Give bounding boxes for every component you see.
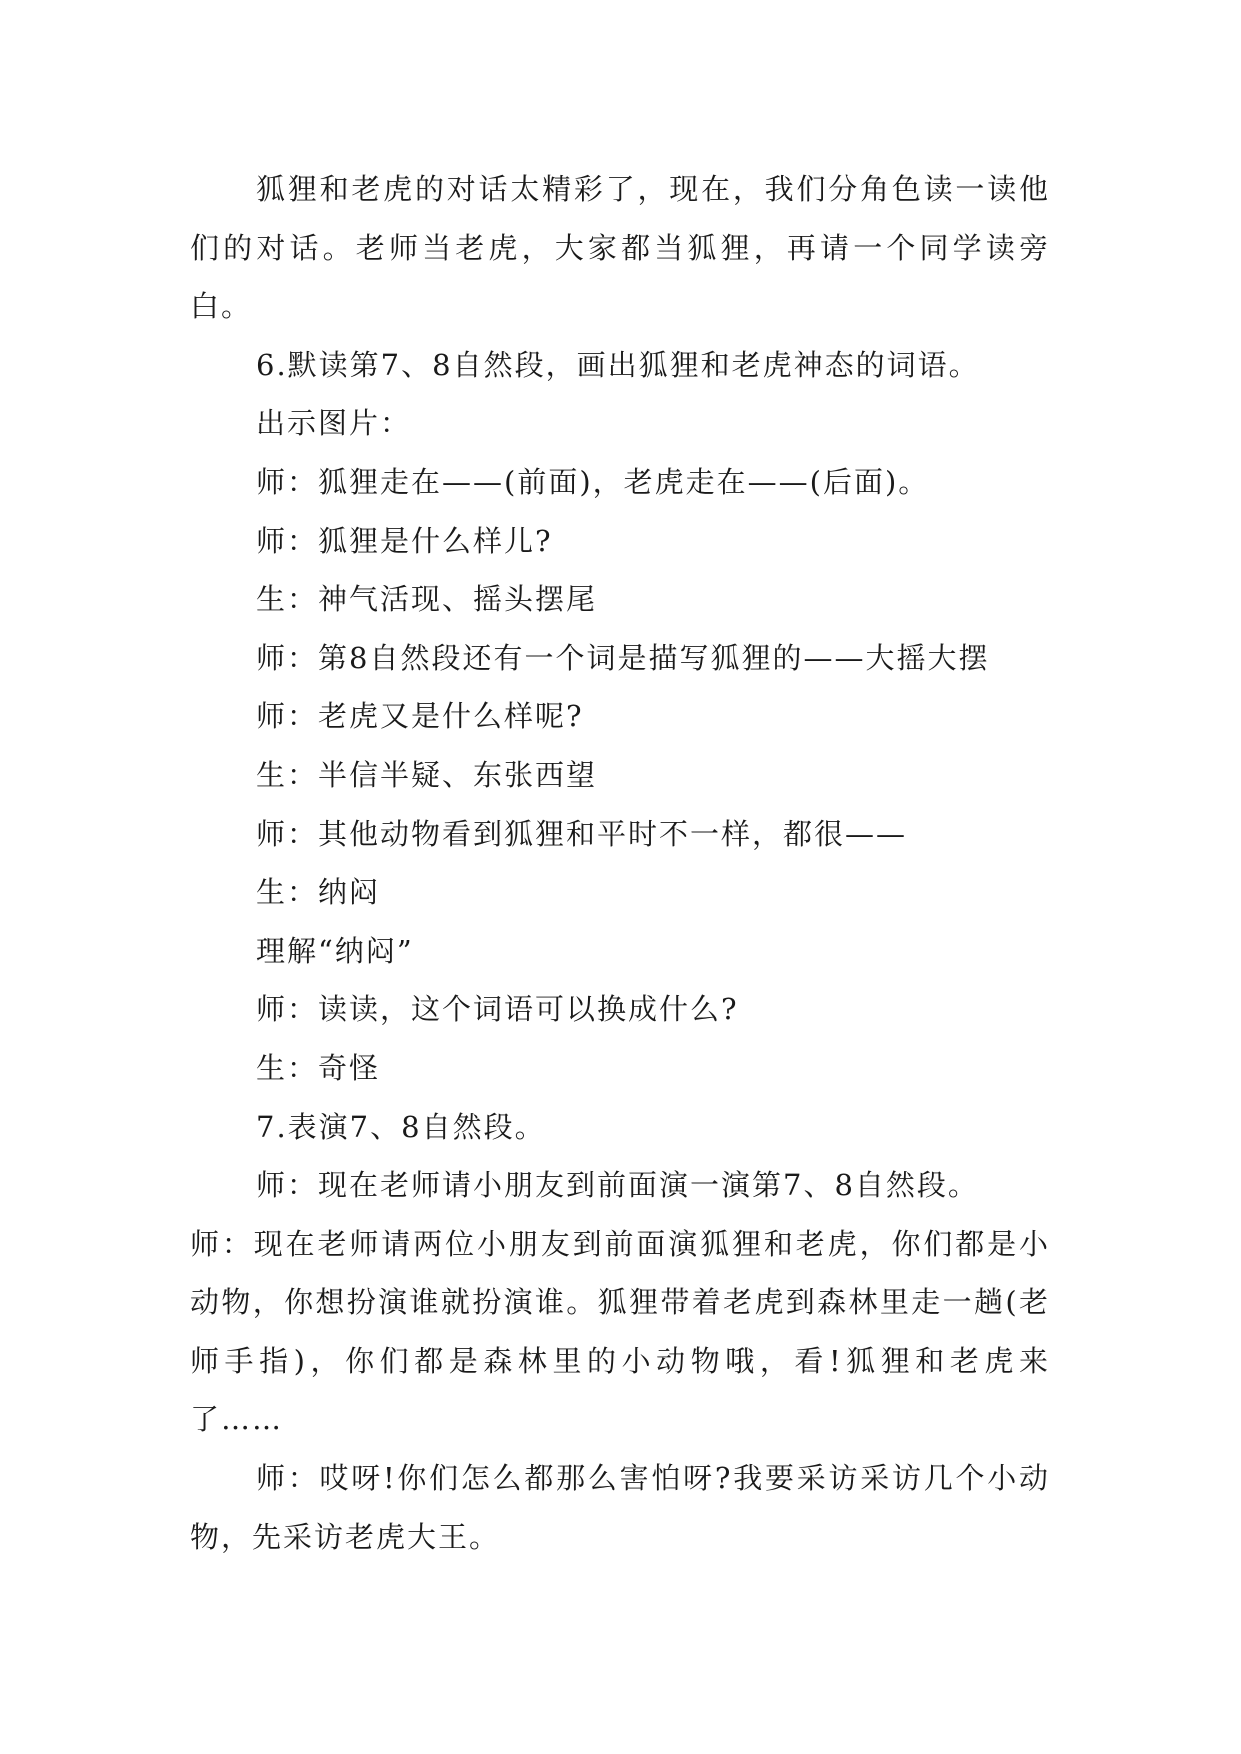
paragraph-step-7: 7.表演7、8自然段。 xyxy=(256,1109,546,1144)
dialogue-paragraph: 师：哎呀!你们怎么都那么害怕呀?我要采访采访几个小动物，先采访老虎大王。 xyxy=(190,1461,1050,1554)
dialogue-line: 师：狐狸是什么样儿? xyxy=(256,523,553,558)
dialogue-line: 师：狐狸走在——(前面)，老虎走在——(后面)。 xyxy=(256,464,930,499)
dialogue-paragraph: 师：现在老师请两位小朋友到前面演狐狸和老虎，你们都是小动物，你想扮演谁就扮演谁。狐狸带着老虎到森林里走一趟(老师手指)，你们都是森林里的小动物哦，看!狐狸和老虎来了…… xyxy=(190,1226,1050,1437)
dialogue-line: 生：奇怪 xyxy=(256,1050,381,1085)
dialogue-line: 师：其他动物看到狐狸和平时不一样，都很—— xyxy=(256,816,908,851)
dialogue-line: 生：半信半疑、东张西望 xyxy=(256,757,598,792)
document-body xyxy=(190,160,1050,1566)
dialogue-line: 师：现在老师请小朋友到前面演一演第7、8自然段。 xyxy=(256,1168,979,1203)
paragraph-show-picture: 出示图片： xyxy=(256,406,412,441)
dialogue-line: 生：纳闷 xyxy=(256,875,381,910)
paragraph-role-reading: 狐狸和老虎的对话太精彩了，现在，我们分角色读一读他们的对话。老师当老虎，大家都当狐狸，再请一个同学读旁白。 xyxy=(190,172,1050,324)
dialogue-line: 师：老虎又是什么样呢? xyxy=(256,699,584,734)
dialogue-line: 师：读读，这个词语可以换成什么? xyxy=(256,992,739,1027)
dialogue-line: 师：第8自然段还有一个词是描写狐狸的——大摇大摆 xyxy=(256,640,990,675)
paragraph-understand-word: 理解“纳闷” xyxy=(256,933,414,968)
paragraph-step-6: 6.默读第7、8自然段，画出狐狸和老虎神态的词语。 xyxy=(256,347,980,382)
dialogue-line: 生：神气活现、摇头摆尾 xyxy=(256,582,598,617)
